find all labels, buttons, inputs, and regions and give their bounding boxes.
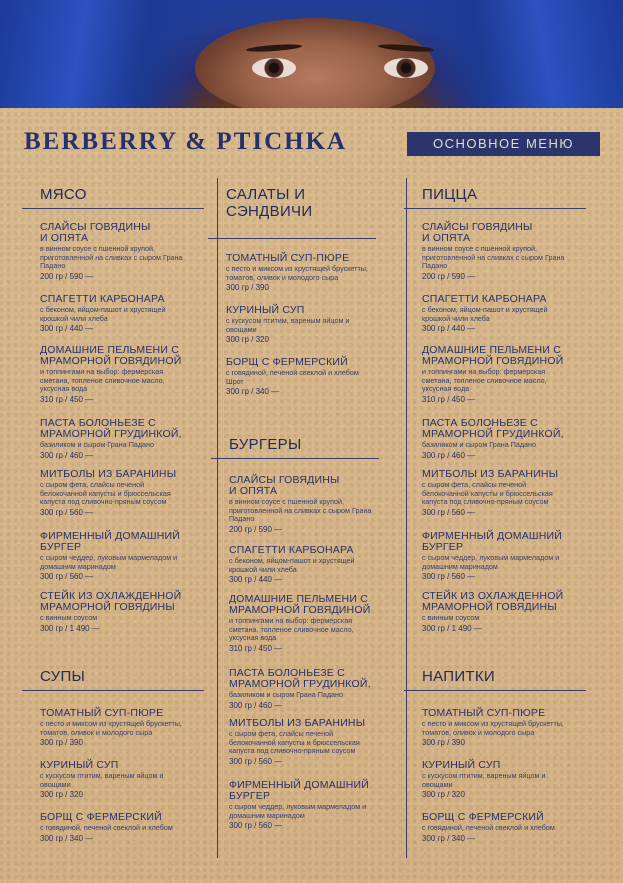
menu-item-price: 300 гр / 1 490 — bbox=[40, 623, 100, 633]
section-title: САЛАТЫ И СЭНДВИЧИ bbox=[226, 186, 313, 220]
menu-item bbox=[40, 222, 208, 282]
hero-photo bbox=[0, 0, 623, 108]
menu-item bbox=[226, 305, 394, 345]
menu-item-title: ФИРМЕННЫЙ ДОМАШНИЙ БУРГЕР bbox=[422, 530, 563, 553]
menu-item-description: с кускусом птитим, вареным яйцом и овощами bbox=[226, 316, 350, 334]
menu-item-price: 300 гр / 390 bbox=[422, 738, 465, 748]
menu-item-title: БОРЩ С ФЕРМЕРСКИЙ bbox=[226, 356, 348, 368]
menu-item-price: 300 гр / 340 — bbox=[40, 833, 94, 843]
menu-item-price: 300 гр / 440 — bbox=[422, 324, 476, 334]
menu-item-price: 200 гр / 590 — bbox=[229, 524, 283, 534]
menu-item-price: 300 гр / 560 — bbox=[422, 507, 476, 517]
menu-item-price: 300 гр / 560 — bbox=[40, 507, 94, 517]
menu-item-title: ТОМАТНЫЙ СУП-ПЮРЕ bbox=[226, 252, 350, 264]
menu-item bbox=[40, 294, 208, 334]
menu-item bbox=[422, 760, 590, 800]
menu-item-price: 310 гр / 450 — bbox=[422, 394, 476, 404]
hero-eye-right bbox=[384, 58, 428, 78]
menu-item-price: 300 гр / 390 bbox=[40, 738, 83, 748]
menu-item bbox=[422, 469, 590, 518]
menu-item-title: СЛАЙСЫ ГОВЯДИНЫ И ОПЯТА bbox=[422, 221, 533, 244]
section-rule bbox=[22, 690, 204, 691]
menu-item-title: МИТБОЛЫ ИЗ БАРАНИНЫ bbox=[40, 468, 177, 480]
section-rule bbox=[208, 238, 376, 239]
menu-item bbox=[422, 418, 590, 461]
menu-item-description: с сыром чеддер, луковым мармеладом и домашним маринадом bbox=[422, 553, 560, 571]
menu-item bbox=[226, 253, 394, 293]
menu-item-price: 300 гр / 340 — bbox=[226, 387, 280, 397]
menu-item bbox=[422, 531, 590, 582]
menu-item-description: с беконом, яйцом-пашот и хрустящей крошкой чили хлеба bbox=[229, 556, 355, 574]
section-rule bbox=[404, 690, 586, 691]
menu-item bbox=[40, 591, 208, 634]
menu-item bbox=[422, 222, 590, 282]
menu-item bbox=[40, 812, 208, 844]
menu-item-title: СЛАЙСЫ ГОВЯДИНЫ И ОПЯТА bbox=[40, 221, 151, 244]
menu-item-description: с сыром фета, слайсы печеной белокочанной капусты и брюссельская капуста под сливочно-пряным соусом bbox=[40, 480, 171, 507]
menu-item-description: с беконом, яйцом-пашот и хрустящей крошкой чили хлеба bbox=[40, 305, 166, 323]
menu-item bbox=[422, 812, 590, 844]
menu-item bbox=[40, 760, 208, 800]
section-title: ПИЦЦА bbox=[422, 186, 478, 203]
menu-item-price: 300 гр / 560 — bbox=[40, 572, 94, 582]
menu-item-title: МИТБОЛЫ ИЗ БАРАНИНЫ bbox=[229, 717, 366, 729]
section-title: МЯСО bbox=[40, 186, 87, 203]
menu-item-title: ТОМАТНЫЙ СУП-ПЮРЕ bbox=[40, 707, 164, 719]
menu-item-price: 310 гр / 450 — bbox=[40, 394, 94, 404]
menu-item-title: ПАСТА БОЛОНЬЕЗЕ С МРАМОРНОЙ ГРУДИНКОЙ, bbox=[229, 667, 371, 690]
menu-item-description: в винном соусе с пшенной крупой, приготовленной на сливках с сыром Грана Падано bbox=[229, 497, 372, 524]
menu-item-description: базиликом и сыром Грана Падано bbox=[40, 440, 155, 449]
menu-item-title: СПАГЕТТИ КАРБОНАРА bbox=[422, 293, 547, 305]
section-rule bbox=[404, 208, 586, 209]
menu-item-title: СТЕЙК ИЗ ОХЛАЖДЕННОЙ МРАМОРНОЙ ГОВЯДИНЫ bbox=[40, 590, 182, 613]
menu-item-price: 300 гр / 440 — bbox=[40, 324, 94, 334]
menu-item-description: базиликом и сыром Грана Падано bbox=[422, 440, 537, 449]
menu-item-title: ПАСТА БОЛОНЬЕЗЕ С МРАМОРНОЙ ГРУДИНКОЙ, bbox=[422, 417, 564, 440]
menu-item-price: 300 гр / 440 — bbox=[229, 575, 283, 585]
menu-item bbox=[226, 357, 394, 397]
menu-item-title: ДОМАШНИЕ ПЕЛЬМЕНИ С МРАМОРНОЙ ГОВЯДИНОЙ bbox=[422, 344, 564, 367]
menu-item-price: 300 гр / 560 — bbox=[229, 821, 283, 831]
section-rule bbox=[211, 458, 379, 459]
menu-item-title: КУРИНЫЙ СУП bbox=[226, 304, 305, 316]
menu-item-description: с винным соусом bbox=[422, 613, 480, 622]
menu-item-title: МИТБОЛЫ ИЗ БАРАНИНЫ bbox=[422, 468, 559, 480]
menu-item-description: с беконом, яйцом-пашот и хрустящей крошкой чили хлеба bbox=[422, 305, 548, 323]
column-divider-left bbox=[217, 178, 218, 858]
section-title: СУПЫ bbox=[40, 668, 86, 685]
menu-item-description: и топпингами на выбор: фермерская сметана, топленое сливочное масло, уксусная вода bbox=[40, 367, 165, 394]
menu-item-price: 300 гр / 560 — bbox=[422, 572, 476, 582]
menu-item-title: ПАСТА БОЛОНЬЕЗЕ С МРАМОРНОЙ ГРУДИНКОЙ, bbox=[40, 417, 182, 440]
menu-item-price: 300 гр / 320 bbox=[422, 790, 465, 800]
menu-item-price: 200 гр / 590 — bbox=[422, 271, 476, 281]
menu-item-title: СПАГЕТТИ КАРБОНАРА bbox=[40, 293, 165, 305]
menu-item bbox=[40, 469, 208, 518]
menu-item-description: с сыром фета, слайсы печеной белокочанной капусты и брюссельская капуста под сливочно-пряным соусом bbox=[229, 729, 360, 756]
menu-item-price: 310 гр / 450 — bbox=[229, 643, 283, 653]
menu-item-price: 300 гр / 560 — bbox=[229, 756, 283, 766]
menu-item-price: 300 гр / 460 — bbox=[40, 450, 94, 460]
menu-item bbox=[229, 780, 397, 831]
menu-item-title: БОРЩ С ФЕРМЕРСКИЙ bbox=[422, 811, 544, 823]
menu-item-description: и топпингами на выбор: фермерская сметана, топленое сливочное масло, уксусная вода bbox=[229, 616, 354, 643]
menu-item bbox=[229, 668, 397, 711]
menu-item-title: ДОМАШНИЕ ПЕЛЬМЕНИ С МРАМОРНОЙ ГОВЯДИНОЙ bbox=[40, 344, 182, 367]
section-title: НАПИТКИ bbox=[422, 668, 496, 685]
menu-item-description: с сыром фета, слайсы печеной белокочанной капусты и брюссельская капуста под сливочно-пряным соусом bbox=[422, 480, 553, 507]
menu-item bbox=[229, 545, 397, 585]
menu-item-description: в винном соусе с пшенной крупой, приготовленной на сливках с сыром Грана Падано bbox=[422, 244, 565, 271]
menu-item bbox=[40, 345, 208, 405]
hero-cloth-right bbox=[423, 0, 623, 108]
section-title: БУРГЕРЫ bbox=[229, 436, 302, 453]
menu-item-description: с песто и миксом из хрустящей брускетты, томатов, оливок и молодого сыра bbox=[422, 719, 564, 737]
menu-item-description: с говядиной, печеной свеклой и хлебом Шрот bbox=[226, 368, 359, 386]
menu-item bbox=[40, 531, 208, 582]
menu-item-title: КУРИНЫЙ СУП bbox=[422, 759, 501, 771]
menu-item bbox=[422, 591, 590, 634]
column-divider-right bbox=[406, 178, 407, 858]
menu-item-description: с песто и миксом из хрустящей брускетты, томатов, оливок и молодого сыра bbox=[40, 719, 182, 737]
menu-item-title: ФИРМЕННЫЙ ДОМАШНИЙ БУРГЕР bbox=[40, 530, 181, 553]
menu-item-title: ТОМАТНЫЙ СУП-ПЮРЕ bbox=[422, 707, 546, 719]
section-rule bbox=[22, 208, 204, 209]
menu-item-description: с говядиной, печеной свеклой и хлебом bbox=[422, 823, 555, 832]
menu-item-price: 300 гр / 320 bbox=[226, 335, 269, 345]
menu-item bbox=[422, 345, 590, 405]
menu-item bbox=[40, 708, 208, 748]
menu-item-title: БОРЩ С ФЕРМЕРСКИЙ bbox=[40, 811, 162, 823]
menu-item-title: ДОМАШНИЕ ПЕЛЬМЕНИ С МРАМОРНОЙ ГОВЯДИНОЙ bbox=[229, 593, 371, 616]
menu-item-description: с сыром чеддер, луковым мармеладом и домашним маринадом bbox=[229, 802, 367, 820]
menu-item-description: и топпингами на выбор: фермерская сметана, топленое сливочное масло, уксусная вода bbox=[422, 367, 547, 394]
menu-item-description: базиликом и сыром Грана Падано bbox=[229, 690, 344, 699]
menu-item-title: СПАГЕТТИ КАРБОНАРА bbox=[229, 544, 354, 556]
menu-item-title: СЛАЙСЫ ГОВЯДИНЫ И ОПЯТА bbox=[229, 474, 340, 497]
menu-item-description: с винным соусом bbox=[40, 613, 98, 622]
menu-item-price: 300 гр / 340 — bbox=[422, 833, 476, 843]
menu-item-description: с песто и миксом из хрустящей брускетты, томатов, оливок и молодого сыра bbox=[226, 264, 368, 282]
menu-item-title: СТЕЙК ИЗ ОХЛАЖДЕННОЙ МРАМОРНОЙ ГОВЯДИНЫ bbox=[422, 590, 564, 613]
brand-logo: BERBERRY & PTICHKA bbox=[24, 128, 348, 155]
hero-cloth-left bbox=[0, 0, 200, 108]
menu-item bbox=[422, 708, 590, 748]
menu-item-description: с кускусом птитим, вареным яйцом и овощами bbox=[40, 771, 164, 789]
menu-item-description: с сыром чеддер, луковым мармеладом и домашним маринадом bbox=[40, 553, 178, 571]
menu-item-description: с говядиной, печеной свеклой и хлебом bbox=[40, 823, 173, 832]
menu-item-description: в винном соусе с пшенной крупой, приготовленной на сливках с сыром Грана Падано bbox=[40, 244, 183, 271]
menu-item-price: 300 гр / 460 — bbox=[422, 450, 476, 460]
menu-badge: ОСНОВНОЕ МЕНЮ bbox=[407, 132, 600, 156]
menu-item-title: ФИРМЕННЫЙ ДОМАШНИЙ БУРГЕР bbox=[229, 779, 370, 802]
menu-item-price: 200 гр / 590 — bbox=[40, 271, 94, 281]
menu-item-price: 300 гр / 390 bbox=[226, 283, 269, 293]
menu-item bbox=[229, 718, 397, 767]
menu-item bbox=[40, 418, 208, 461]
menu-item-description: с кускусом птитим, вареным яйцом и овощами bbox=[422, 771, 546, 789]
hero-eye-left bbox=[252, 58, 296, 78]
menu-item-price: 300 гр / 320 bbox=[40, 790, 83, 800]
menu-item-price: 300 гр / 1 490 — bbox=[422, 623, 482, 633]
menu-item bbox=[229, 475, 397, 535]
menu-item bbox=[422, 294, 590, 334]
menu-item-price: 300 гр / 460 — bbox=[229, 700, 283, 710]
menu-item bbox=[229, 594, 397, 654]
menu-item-title: КУРИНЫЙ СУП bbox=[40, 759, 119, 771]
